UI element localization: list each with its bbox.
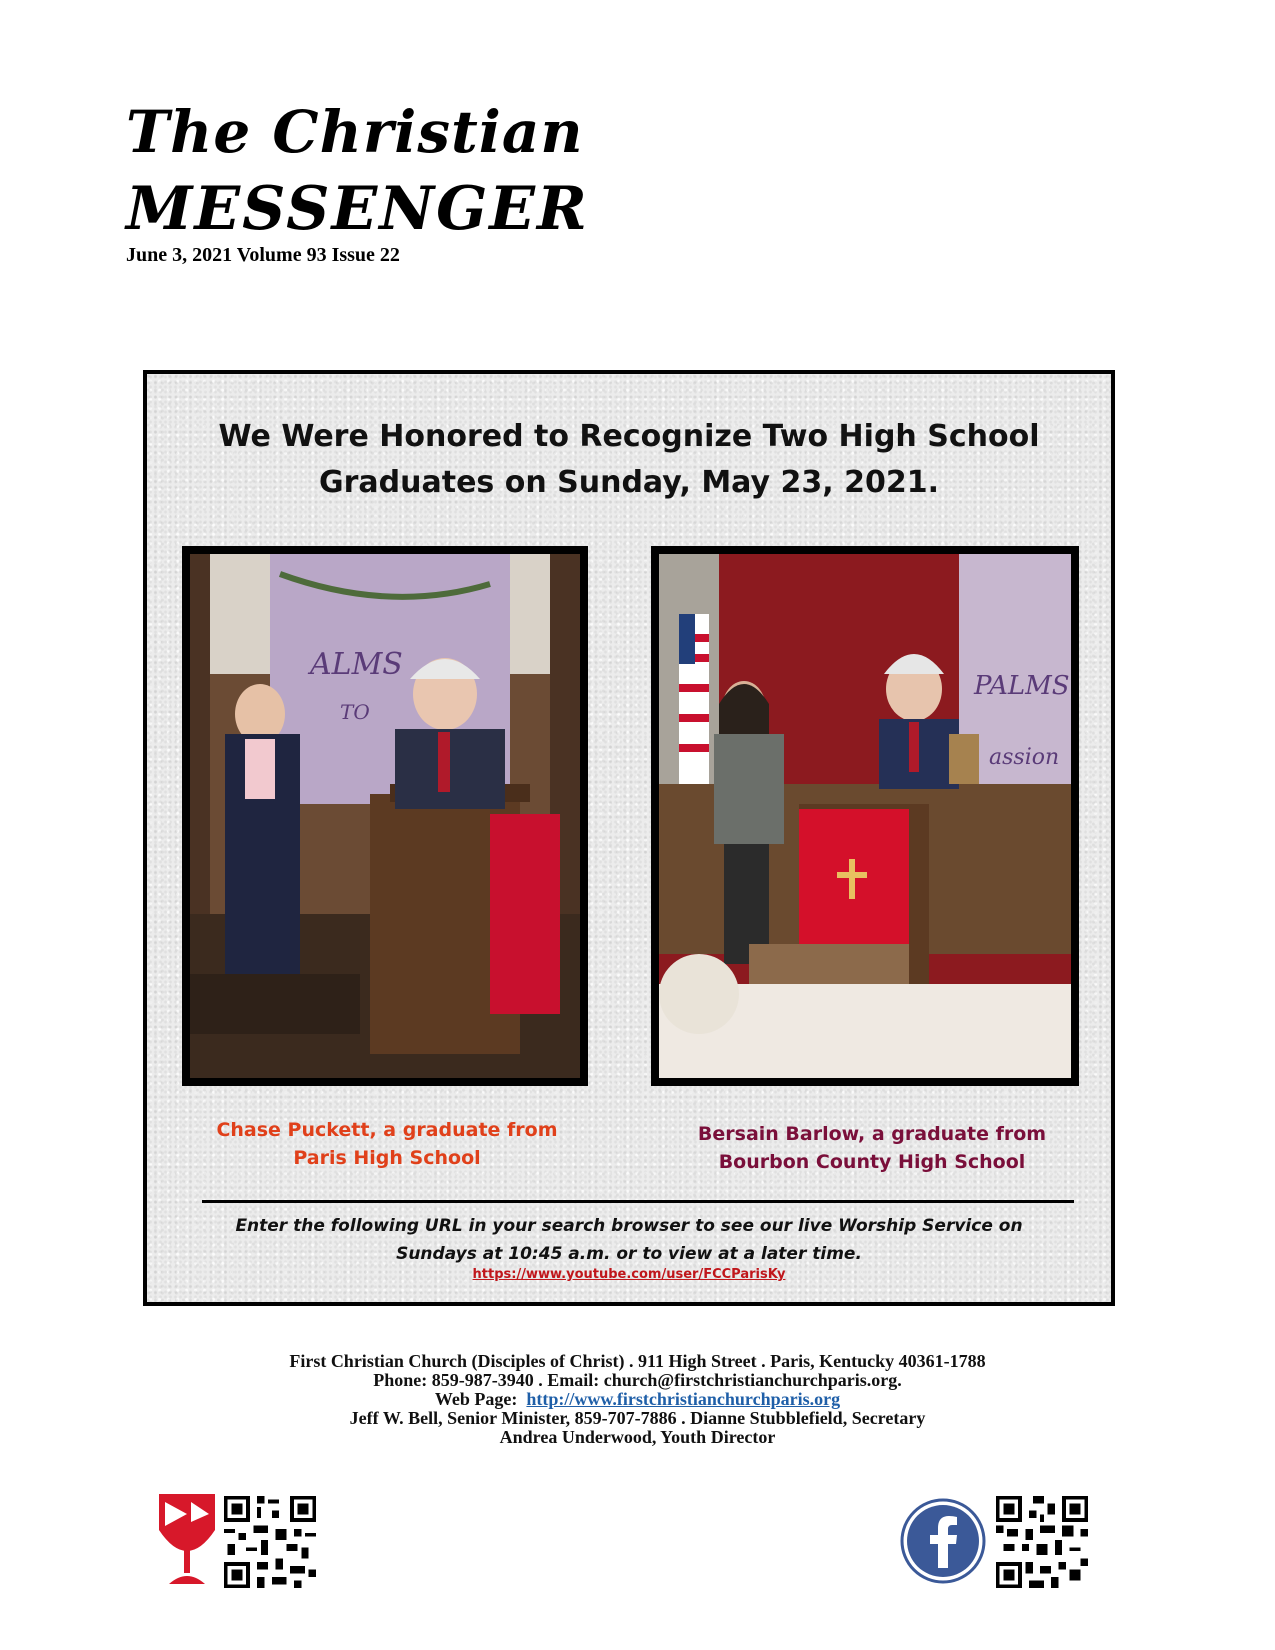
footer-contact: Phone: 859-987-3940 . Email: church@firstchristianchurchparis.org. <box>373 1370 902 1390</box>
feature-headline <box>147 414 1111 506</box>
worship-url-note <box>187 1212 1071 1268</box>
caption-chase-line1: Chase Puckett, a graduate from <box>216 1119 558 1141</box>
footer-staff: Jeff W. Bell, Senior Minister, 859-707-7886 . Dianne Stubblefield, Secretary <box>349 1408 926 1428</box>
website-link[interactable]: http://www.firstchristianchurchparis.org <box>526 1389 841 1409</box>
graduate-photo-chase-image <box>190 554 580 1078</box>
svg-text:ALMS: ALMS <box>310 647 403 682</box>
disciples-chalice-icon <box>157 1492 217 1590</box>
worship-url-note-line2: Sundays at 10:45 a.m. or to view at a later time. <box>396 1244 862 1264</box>
footer-web-label: Web Page: <box>434 1389 518 1409</box>
qr-code-icon <box>224 1496 316 1588</box>
divider-rule <box>202 1200 1074 1203</box>
caption-bersain <box>667 1120 1077 1176</box>
caption-chase <box>207 1116 567 1172</box>
masthead <box>126 100 589 267</box>
caption-bersain-line2: Bourbon County High School <box>718 1151 1026 1173</box>
worship-url-note-line1: Enter the following URL in your search browser to see our live Worship Service on <box>235 1216 1023 1236</box>
svg-text:PALMS: PALMS <box>974 671 1070 701</box>
graduate-photo-bersain-image <box>659 554 1071 1078</box>
issue-date-line: June 3, 2021 Volume 93 Issue 22 <box>126 244 400 266</box>
footer-youth-director: Andrea Underwood, Youth Director <box>499 1427 776 1447</box>
caption-chase-line2: Paris High School <box>293 1147 481 1169</box>
qr-code-icon <box>996 1496 1088 1588</box>
facebook-icon[interactable] <box>900 1498 986 1584</box>
footer-address: First Christian Church (Disciples of Christ) . 911 High Street . Paris, Kentucky 40361-1788 <box>289 1351 986 1371</box>
church-footer <box>0 1352 1275 1447</box>
feature-headline-line1: We Were Honored to Recognize Two High School <box>218 419 1040 454</box>
svg-text:TO: TO <box>340 700 370 724</box>
svg-text:assion: assion <box>989 745 1060 770</box>
caption-bersain-line1: Bersain Barlow, a graduate from <box>697 1123 1047 1145</box>
youtube-link[interactable]: https://www.youtube.com/user/FCCParisKy <box>472 1267 786 1282</box>
feature-box <box>143 370 1115 1306</box>
masthead-title-line2: MESSENGER <box>126 174 589 244</box>
graduate-photo-bersain <box>651 546 1079 1086</box>
graduate-photo-chase <box>182 546 588 1086</box>
masthead-title-line1: The Christian <box>126 98 584 166</box>
footer-web <box>0 1390 1275 1409</box>
feature-headline-line2: Graduates on Sunday, May 23, 2021. <box>319 465 939 500</box>
